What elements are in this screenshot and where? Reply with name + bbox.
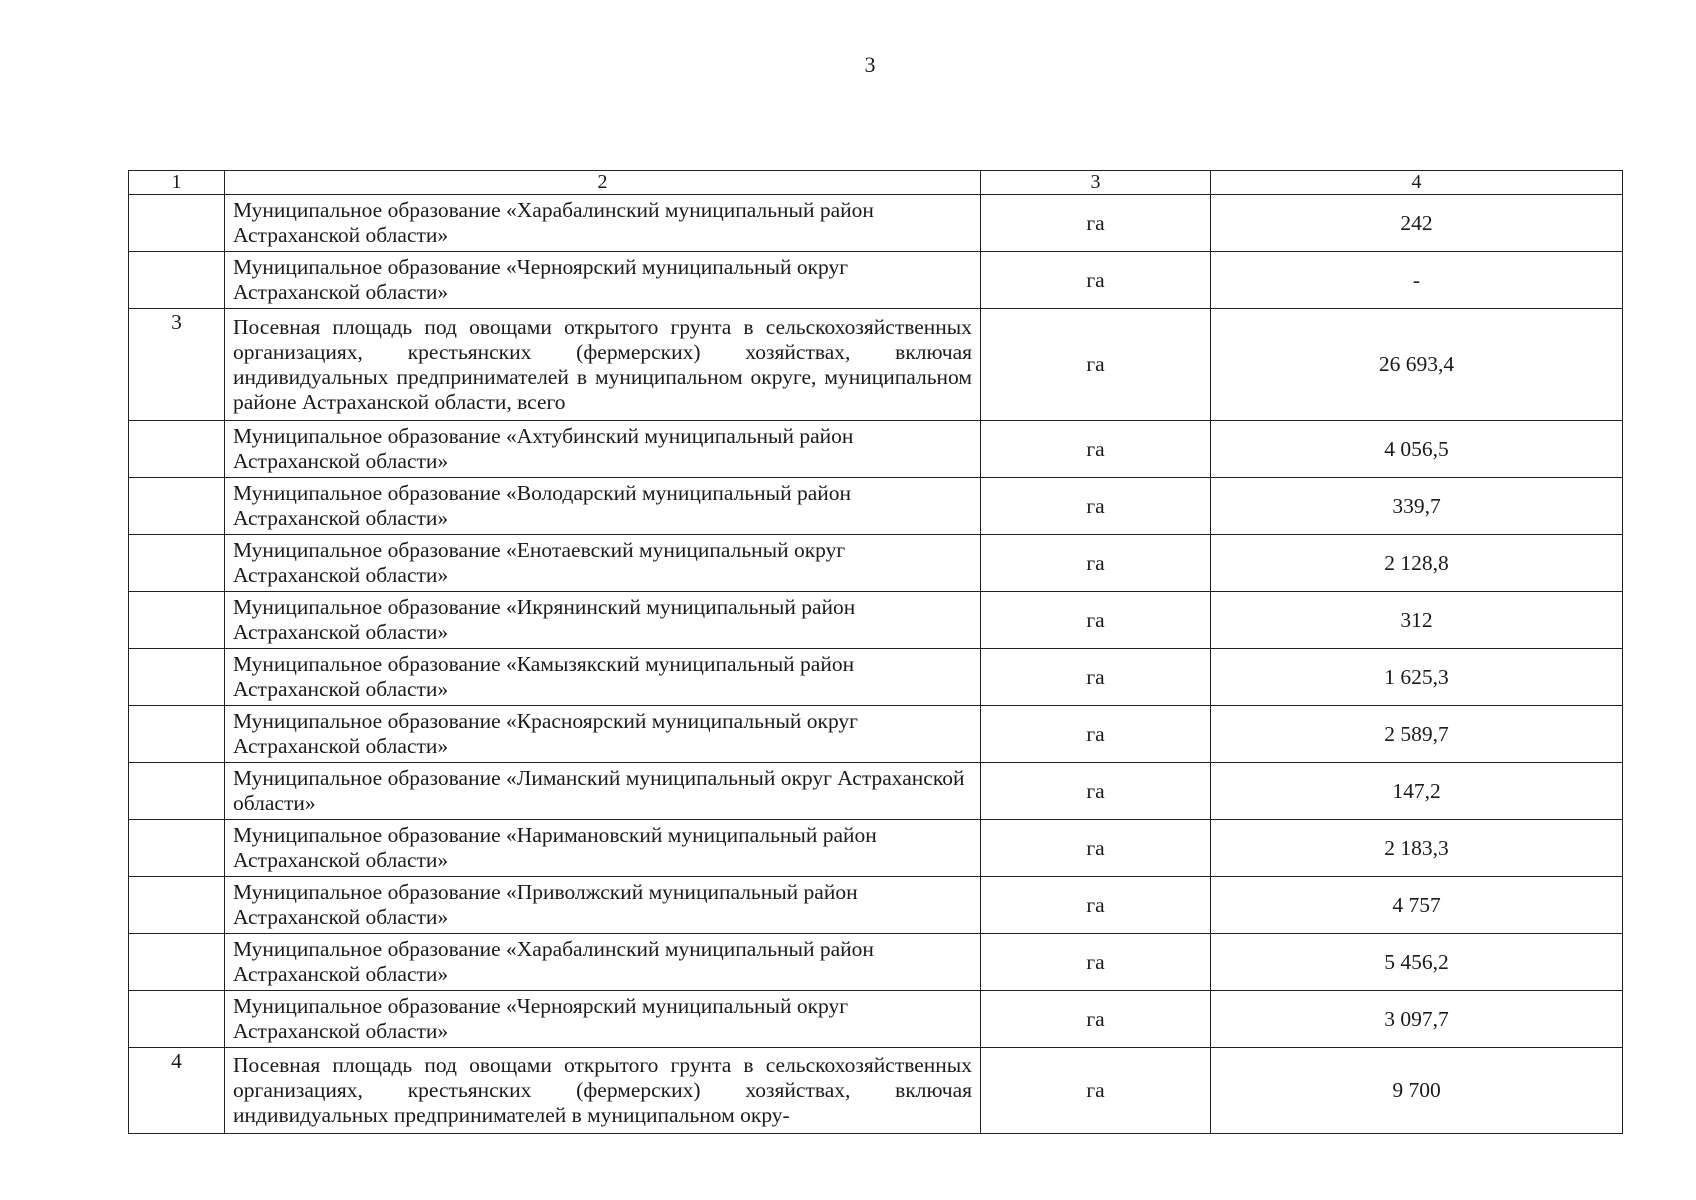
row-number-cell	[129, 934, 225, 991]
header-cell-3: 3	[981, 171, 1211, 195]
indicator-name-cell: Муниципальное образование «Лиманский муниципальный округ Астраханской области»	[225, 763, 981, 820]
header-cell-2: 2	[225, 171, 981, 195]
unit-cell: га	[981, 820, 1211, 877]
unit-cell: га	[981, 763, 1211, 820]
indicator-name-cell: Муниципальное образование «Енотаевский муниципальный округ Астраханской области»	[225, 535, 981, 592]
value-cell: 5 456,2	[1211, 934, 1623, 991]
value-cell: 2 128,8	[1211, 535, 1623, 592]
table-row	[129, 1048, 1623, 1134]
table-body	[129, 171, 1623, 1134]
indicator-name-cell: Муниципальное образование «Володарский муниципальный район Астраханской области»	[225, 478, 981, 535]
table-row	[129, 991, 1623, 1048]
row-number-cell	[129, 820, 225, 877]
unit-cell: га	[981, 649, 1211, 706]
row-number-cell	[129, 535, 225, 592]
value-cell: 26 693,4	[1211, 309, 1623, 421]
unit-cell: га	[981, 478, 1211, 535]
value-cell: 312	[1211, 592, 1623, 649]
unit-cell: га	[981, 592, 1211, 649]
indicator-name-cell: Муниципальное образование «Харабалинский муниципальный район Астраханской области»	[225, 934, 981, 991]
row-number-cell	[129, 991, 225, 1048]
indicator-name-cell: Посевная площадь под овощами открытого грунта в сельскохозяйственных организациях, крестьянских (фермерских) хозяйствах, включая индивидуальных предпринимателей в муниципальном округе, муниципальном районе Астраханской области, всего	[225, 309, 981, 421]
row-number-cell: 3	[129, 309, 225, 421]
header-cell-4: 4	[1211, 171, 1623, 195]
row-number-cell	[129, 763, 225, 820]
row-number-cell	[129, 421, 225, 478]
table-row	[129, 649, 1623, 706]
unit-cell: га	[981, 991, 1211, 1048]
indicator-name-cell: Муниципальное образование «Черноярский муниципальный округ Астраханской области»	[225, 252, 981, 309]
unit-cell: га	[981, 535, 1211, 592]
table-row	[129, 706, 1623, 763]
row-number-cell	[129, 195, 225, 252]
value-cell: 339,7	[1211, 478, 1623, 535]
row-number-cell	[129, 706, 225, 763]
value-cell: 2 183,3	[1211, 820, 1623, 877]
unit-cell: га	[981, 309, 1211, 421]
unit-cell: га	[981, 195, 1211, 252]
row-number-cell	[129, 649, 225, 706]
unit-cell: га	[981, 421, 1211, 478]
row-number-cell	[129, 252, 225, 309]
value-cell: 4 757	[1211, 877, 1623, 934]
value-cell: 1 625,3	[1211, 649, 1623, 706]
table-row	[129, 934, 1623, 991]
table-row	[129, 535, 1623, 592]
unit-cell: га	[981, 706, 1211, 763]
indicator-name-cell: Муниципальное образование «Черноярский муниципальный округ Астраханской области»	[225, 991, 981, 1048]
table-row	[129, 592, 1623, 649]
table-row	[129, 763, 1623, 820]
table-row	[129, 820, 1623, 877]
table-row	[129, 421, 1623, 478]
indicator-name-cell: Муниципальное образование «Харабалинский муниципальный район Астраханской области»	[225, 195, 981, 252]
indicator-name-cell: Муниципальное образование «Икрянинский муниципальный район Астраханской области»	[225, 592, 981, 649]
table-row	[129, 309, 1623, 421]
indicator-name-cell: Муниципальное образование «Приволжский муниципальный район Астраханской области»	[225, 877, 981, 934]
unit-cell: га	[981, 877, 1211, 934]
header-row	[129, 171, 1623, 195]
table-row	[129, 195, 1623, 252]
unit-cell: га	[981, 934, 1211, 991]
row-number-cell: 4	[129, 1048, 225, 1134]
unit-cell: га	[981, 1048, 1211, 1134]
page-number: 3	[864, 52, 876, 77]
value-cell: 147,2	[1211, 763, 1623, 820]
row-number-cell	[129, 478, 225, 535]
unit-cell: га	[981, 252, 1211, 309]
value-cell: 9 700	[1211, 1048, 1623, 1134]
indicator-name-cell: Муниципальное образование «Наримановский муниципальный район Астраханской области»	[225, 820, 981, 877]
data-table	[128, 170, 1623, 1134]
header-cell-1: 1	[129, 171, 225, 195]
row-number-cell	[129, 592, 225, 649]
indicator-name-cell: Посевная площадь под овощами открытого грунта в сельскохозяйственных организациях, крестьянских (фермерских) хозяйствах, включая индивидуальных предпринимателей в муниципальном окру-	[225, 1048, 981, 1134]
value-cell: 3 097,7	[1211, 991, 1623, 1048]
table-row	[129, 252, 1623, 309]
row-number-cell	[129, 877, 225, 934]
value-cell: 242	[1211, 195, 1623, 252]
value-cell: 4 056,5	[1211, 421, 1623, 478]
value-cell: 2 589,7	[1211, 706, 1623, 763]
value-cell: -	[1211, 252, 1623, 309]
table-row	[129, 877, 1623, 934]
indicator-name-cell: Муниципальное образование «Ахтубинский муниципальный район Астраханской области»	[225, 421, 981, 478]
indicator-name-cell: Муниципальное образование «Красноярский муниципальный округ Астраханской области»	[225, 706, 981, 763]
table-row	[129, 478, 1623, 535]
indicator-name-cell: Муниципальное образование «Камызякский муниципальный район Астраханской области»	[225, 649, 981, 706]
